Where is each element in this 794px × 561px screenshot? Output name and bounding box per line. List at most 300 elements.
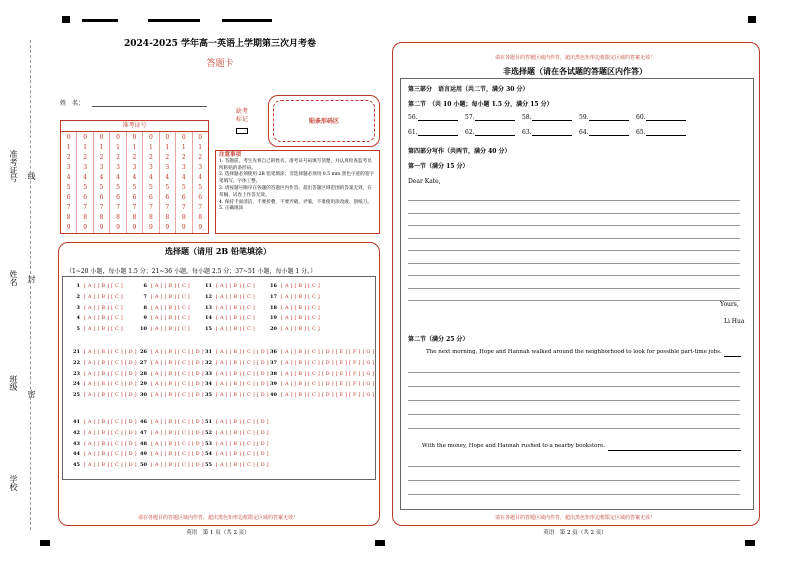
id-digit-bubble[interactable]: 8	[116, 214, 120, 222]
answer-options[interactable]: [ A ] [ B ] [ C ] [ D ]	[84, 419, 137, 425]
id-digit-bubble[interactable]: 7	[116, 204, 120, 212]
choice-question[interactable]	[202, 371, 269, 377]
id-digit-bubble[interactable]: 4	[116, 173, 120, 181]
choice-question[interactable]	[70, 305, 123, 311]
id-digit-bubble[interactable]: 5	[83, 184, 88, 192]
answer-options[interactable]: [ A ] [ B ] [ C ]	[281, 315, 320, 322]
choice-question[interactable]	[70, 430, 137, 436]
answer-options[interactable]: [ A ] [ B ] [ C ] [ D ]	[151, 359, 204, 366]
id-digit-bubble[interactable]: 1	[116, 143, 120, 151]
answer-options[interactable]: [ A ] [ B ] [ C ] [ D ]	[151, 462, 204, 469]
id-digit-bubble[interactable]: 0	[165, 133, 170, 141]
id-digit-bubble[interactable]: 1	[165, 143, 170, 151]
question-number: 2	[76, 293, 80, 300]
id-digit-bubble[interactable]: 3	[132, 163, 137, 171]
choice-section-title: 选择题（请用 2B 铅笔填涂）	[165, 246, 271, 256]
id-digit-bubble[interactable]: 8	[132, 214, 137, 222]
footer-right: 英语 第 2 页（共 2 页）	[543, 530, 607, 536]
choice-question[interactable]	[70, 462, 137, 468]
answer-options[interactable]: [ A ] [ B ] [ C ]	[281, 326, 320, 333]
choice-question[interactable]	[202, 392, 269, 398]
blank-answer[interactable]	[465, 129, 515, 136]
registration-mark	[222, 19, 272, 22]
question-number: 52	[205, 429, 212, 436]
id-digit-bubble[interactable]: 4	[66, 173, 71, 181]
id-digit-column[interactable]	[176, 132, 192, 233]
id-digit-bubble[interactable]: 0	[83, 133, 88, 141]
choice-question[interactable]	[267, 305, 320, 311]
side-label-secret: 密	[27, 390, 36, 398]
writing-line[interactable]	[408, 494, 740, 495]
id-digit-bubble[interactable]: 9	[83, 224, 88, 232]
answer-options[interactable]: [ A ] [ B ] [ C ]	[84, 304, 123, 311]
answer-options[interactable]: [ A ] [ B ] [ C ] [ D ] [ E ] [ F ] [ G ]	[281, 349, 375, 355]
id-digit-bubble[interactable]: 2	[198, 153, 203, 161]
answer-options[interactable]: [ A ] [ B ] [ C ] [ D ] [ E ] [ F ] [ G ]	[281, 392, 375, 399]
answer-options[interactable]: [ A ] [ B ] [ C ] [ D ]	[84, 370, 137, 377]
id-digit-bubble[interactable]: 4	[181, 173, 186, 181]
id-digit-bubble[interactable]: 9	[116, 224, 120, 232]
blank-answer[interactable]	[408, 129, 458, 136]
answer-options[interactable]: [ A ] [ B ] [ C ] [ D ]	[151, 392, 204, 399]
para2-underline[interactable]	[608, 450, 741, 451]
id-digit-bubble[interactable]: 2	[181, 153, 186, 161]
answer-options[interactable]: [ A ] [ B ] [ C ] [ D ]	[84, 349, 137, 355]
id-digit-bubble[interactable]: 0	[198, 133, 203, 141]
id-digit-column[interactable]	[160, 132, 176, 233]
id-digit-bubble[interactable]: 3	[165, 163, 170, 171]
answer-options[interactable]: [ A ] [ B ] [ C ] [ D ]	[84, 462, 137, 469]
blank-number: 61.	[408, 129, 418, 136]
choice-question[interactable]	[137, 441, 204, 447]
question-number: 42	[73, 429, 80, 436]
id-digit-bubble[interactable]: 5	[132, 184, 137, 192]
answer-options[interactable]: [ A ] [ B ] [ C ]	[216, 315, 255, 322]
question-number: 6	[143, 283, 147, 289]
question-number: 50	[140, 462, 147, 469]
id-number-grid[interactable]	[60, 120, 209, 234]
id-digit-bubble[interactable]: 1	[198, 143, 203, 151]
answer-options[interactable]: [ A ] [ B ] [ C ] [ D ]	[216, 440, 269, 447]
choice-question[interactable]	[137, 419, 204, 425]
registration-mark	[748, 16, 756, 23]
id-digit-bubble[interactable]: 3	[116, 163, 120, 171]
section1-heading: 第一节（满分 15 分）	[408, 163, 469, 170]
answer-options[interactable]: [ A ] [ B ] [ C ] [ D ]	[84, 440, 137, 447]
id-digit-bubble[interactable]: 8	[148, 214, 153, 222]
id-digit-bubble[interactable]: 4	[198, 173, 203, 181]
id-digit-bubble[interactable]: 7	[132, 204, 137, 212]
id-digit-bubble[interactable]: 6	[116, 194, 120, 202]
id-digit-bubble[interactable]: 8	[66, 214, 71, 222]
blank-answer[interactable]	[579, 114, 629, 121]
answer-options[interactable]: [ A ] [ B ] [ C ] [ D ]	[216, 359, 269, 366]
blank-number: 58.	[522, 114, 532, 121]
answer-options[interactable]: [ A ] [ B ] [ C ]	[216, 283, 255, 289]
answer-options[interactable]: [ A ] [ B ] [ C ] [ D ]	[216, 381, 269, 388]
question-number: 47	[140, 429, 147, 436]
id-digit-column[interactable]	[193, 132, 208, 233]
answer-options[interactable]: [ A ] [ B ] [ C ] [ D ]	[151, 429, 204, 436]
question-number: 39	[270, 381, 277, 388]
choice-question[interactable]	[137, 371, 204, 377]
answer-options[interactable]: [ A ] [ B ] [ C ] [ D ]	[84, 451, 137, 458]
blank-line[interactable]	[646, 129, 686, 136]
continuation-para1: The next morning, Hope and Hannah walked around the neighborhood to look for possible part-time jobs.	[426, 349, 722, 355]
answer-options[interactable]: [ A ] [ B ] [ C ]	[151, 283, 190, 289]
answer-options[interactable]: [ A ] [ B ] [ C ] [ D ]	[216, 462, 269, 469]
choice-question[interactable]	[70, 283, 123, 289]
question-number: 46	[140, 419, 147, 425]
para1-underline[interactable]	[724, 356, 741, 357]
id-digit-bubble[interactable]: 7	[181, 204, 186, 212]
answer-options[interactable]: [ A ] [ B ] [ C ]	[216, 293, 255, 300]
warning-left: 请在各题目的答题区域内作答，超出黑色矩形边框限定区域的答案无效！	[137, 515, 298, 521]
writing-line[interactable]	[408, 213, 740, 214]
id-digit-bubble[interactable]: 3	[181, 163, 186, 171]
answer-options[interactable]: [ A ] [ B ] [ C ] [ D ]	[216, 451, 269, 458]
writing-line[interactable]	[408, 225, 740, 226]
answer-options[interactable]: [ A ] [ B ] [ C ]	[151, 315, 190, 322]
choice-question[interactable]	[202, 326, 255, 332]
answer-options[interactable]: [ A ] [ B ] [ C ] [ D ]	[84, 359, 137, 366]
answer-options[interactable]: [ A ] [ B ] [ C ]	[84, 315, 123, 322]
registration-mark	[40, 540, 50, 546]
absent-checkbox[interactable]	[236, 128, 248, 134]
answer-options[interactable]: [ A ] [ B ] [ C ] [ D ]	[151, 381, 204, 388]
question-number: 7	[143, 293, 147, 300]
question-number: 21	[73, 349, 80, 355]
notes-box	[215, 150, 380, 234]
choice-question[interactable]	[267, 283, 320, 289]
registration-mark	[62, 16, 70, 23]
id-digit-bubble[interactable]: 4	[165, 173, 170, 181]
writing-line[interactable]	[408, 386, 740, 387]
answer-options[interactable]: [ A ] [ B ] [ C ] [ D ]	[84, 392, 137, 399]
warning-right-top: 请在各题目的答题区域内作答，超出黑色矩形边框限定区域的答案无效！	[494, 55, 655, 61]
answer-options[interactable]: [ A ] [ B ] [ C ] [ D ] [ E ] [ F ] [ G ]	[281, 370, 375, 377]
blank-line[interactable]	[475, 114, 515, 121]
blank-line[interactable]	[646, 114, 686, 121]
answer-options[interactable]: [ A ] [ B ] [ C ] [ D ] [ E ] [ F ] [ G ]	[281, 359, 375, 366]
id-digit-bubble[interactable]: 7	[66, 204, 71, 212]
id-digit-bubble[interactable]: 4	[83, 173, 88, 181]
choice-question[interactable]	[267, 360, 375, 366]
answer-options[interactable]: [ A ] [ B ] [ C ] [ D ]	[151, 370, 204, 377]
blank-answer[interactable]	[465, 114, 515, 121]
answer-options[interactable]: [ A ] [ B ] [ C ]	[84, 283, 123, 289]
id-digit-bubble[interactable]: 6	[165, 194, 170, 202]
writing-line[interactable]	[408, 400, 740, 401]
id-digit-bubble[interactable]: 3	[66, 163, 71, 171]
choice-question[interactable]	[267, 315, 320, 321]
choice-question[interactable]	[137, 451, 204, 457]
blank-answer[interactable]	[636, 129, 686, 136]
id-digit-bubble[interactable]: 1	[132, 143, 137, 151]
answer-options[interactable]: [ A ] [ B ] [ C ]	[84, 326, 123, 333]
id-digit-bubble[interactable]: 7	[99, 204, 104, 212]
id-digit-bubble[interactable]: 1	[148, 143, 153, 151]
answer-options[interactable]: [ A ] [ B ] [ C ] [ D ]	[151, 440, 204, 447]
id-digit-bubble[interactable]: 4	[132, 173, 137, 181]
blank-line[interactable]	[475, 129, 515, 136]
answer-options[interactable]: [ A ] [ B ] [ C ] [ D ]	[84, 429, 137, 436]
id-digit-bubble[interactable]: 2	[165, 153, 170, 161]
question-number: 31	[205, 349, 212, 355]
choice-question[interactable]	[137, 283, 190, 289]
id-digit-bubble[interactable]: 9	[181, 224, 186, 232]
answer-options[interactable]: [ A ] [ B ] [ C ] [ D ] [ E ] [ F ] [ G ]	[281, 381, 375, 388]
id-digit-bubble[interactable]: 6	[66, 194, 71, 202]
choice-question[interactable]	[267, 381, 375, 387]
answer-options[interactable]: [ A ] [ B ] [ C ] [ D ]	[216, 429, 269, 436]
name-field[interactable]	[92, 106, 207, 107]
question-number: 23	[73, 370, 80, 377]
writing-line[interactable]	[408, 428, 740, 429]
barcode-area	[268, 95, 380, 147]
choice-question[interactable]	[267, 294, 320, 300]
answer-options[interactable]: [ A ] [ B ] [ C ] [ D ]	[151, 349, 204, 355]
id-digit-bubble[interactable]: 2	[99, 153, 104, 161]
id-digit-bubble[interactable]: 7	[83, 204, 88, 212]
choice-question[interactable]	[267, 371, 375, 377]
writing-line[interactable]	[408, 480, 740, 481]
choice-question[interactable]	[70, 326, 123, 332]
choice-question[interactable]	[70, 392, 137, 398]
id-digit-bubble[interactable]: 8	[99, 214, 104, 222]
id-digit-bubble[interactable]: 3	[148, 163, 153, 171]
answer-options[interactable]: [ A ] [ B ] [ C ]	[84, 293, 123, 300]
choice-question[interactable]	[267, 326, 320, 332]
id-digit-bubble[interactable]: 1	[66, 143, 71, 151]
question-number: 27	[140, 359, 147, 366]
choice-question[interactable]	[137, 392, 204, 398]
answer-options[interactable]: [ A ] [ B ] [ C ]	[216, 304, 255, 311]
choice-question[interactable]	[137, 305, 190, 311]
answer-options[interactable]: [ A ] [ B ] [ C ] [ D ]	[216, 392, 269, 399]
id-digit-bubble[interactable]: 2	[148, 153, 153, 161]
choice-question[interactable]	[70, 371, 137, 377]
writing-line[interactable]	[408, 200, 740, 201]
choice-question[interactable]	[202, 451, 269, 457]
question-number: 32	[205, 359, 212, 366]
id-digit-bubble[interactable]: 9	[198, 224, 203, 232]
id-digit-bubble[interactable]: 6	[83, 194, 88, 202]
answer-options[interactable]: [ A ] [ B ] [ C ]	[151, 326, 190, 333]
choice-question[interactable]	[267, 392, 375, 398]
id-digit-bubble[interactable]: 9	[132, 224, 137, 232]
choice-question[interactable]	[202, 360, 269, 366]
blank-answer[interactable]	[408, 114, 458, 121]
id-digit-bubble[interactable]: 0	[148, 133, 153, 141]
writing-line[interactable]	[408, 275, 740, 276]
id-digit-bubble[interactable]: 1	[83, 143, 88, 151]
question-number: 15	[205, 326, 212, 333]
blank-number: 59.	[579, 114, 589, 121]
registration-mark	[82, 19, 118, 22]
choice-question[interactable]	[70, 441, 137, 447]
blank-line[interactable]	[418, 129, 458, 136]
id-digit-bubble[interactable]: 7	[148, 204, 153, 212]
id-digit-column[interactable]	[110, 132, 126, 233]
id-digit-bubble[interactable]: 1	[99, 143, 104, 151]
id-digit-bubble[interactable]: 3	[83, 163, 88, 171]
blank-line[interactable]	[589, 129, 629, 136]
id-digit-columns[interactable]	[61, 132, 208, 233]
answer-options[interactable]: [ A ] [ B ] [ C ] [ D ]	[216, 370, 269, 377]
blank-line[interactable]	[532, 129, 572, 136]
id-digit-bubble[interactable]: 2	[116, 153, 120, 161]
id-digit-bubble[interactable]: 3	[99, 163, 104, 171]
id-digit-bubble[interactable]: 0	[132, 133, 137, 141]
id-digit-bubble[interactable]: 8	[83, 214, 88, 222]
right-heading: 非选择题（请在各试题的答题区内作答）	[503, 66, 647, 76]
choice-question[interactable]	[137, 462, 204, 468]
choice-question[interactable]	[202, 315, 255, 321]
answer-options[interactable]: [ A ] [ B ] [ C ] [ D ]	[151, 419, 204, 425]
answer-options[interactable]: [ A ] [ B ] [ C ] [ D ]	[216, 419, 269, 425]
choice-question[interactable]	[137, 381, 204, 387]
id-digit-bubble[interactable]: 0	[116, 133, 120, 141]
writing-line[interactable]	[408, 372, 740, 373]
choice-question[interactable]	[70, 381, 137, 387]
question-number: 43	[73, 440, 80, 447]
writing-line[interactable]	[408, 414, 740, 415]
id-digit-bubble[interactable]: 1	[181, 143, 186, 151]
id-digit-bubble[interactable]: 4	[148, 173, 153, 181]
choice-question[interactable]	[267, 349, 375, 355]
choice-question[interactable]	[137, 349, 204, 355]
id-digit-bubble[interactable]: 5	[116, 184, 120, 192]
blank-number: 56.	[408, 114, 418, 121]
answer-options[interactable]: [ A ] [ B ] [ C ]	[281, 304, 320, 311]
id-digit-column[interactable]	[77, 132, 93, 233]
answer-options[interactable]: [ A ] [ B ] [ C ]	[281, 283, 320, 289]
choice-question[interactable]	[202, 441, 269, 447]
footer-left: 英语 第 1 页（共 2 页）	[186, 530, 250, 536]
answer-options[interactable]: [ A ] [ B ] [ C ] [ D ]	[151, 451, 204, 458]
question-number: 33	[205, 370, 212, 377]
blank-answer[interactable]	[579, 129, 629, 136]
id-digit-bubble[interactable]: 9	[66, 224, 71, 232]
choice-question[interactable]	[202, 305, 255, 311]
id-digit-bubble[interactable]: 8	[198, 214, 203, 222]
id-digit-bubble[interactable]: 5	[165, 184, 170, 192]
section2-heading: 第二节 （共 10 小题；每小题 1.5 分，满分 15 分）	[408, 101, 553, 108]
choice-question[interactable]	[70, 349, 137, 355]
question-number: 24	[73, 381, 80, 388]
blank-answer[interactable]	[636, 114, 686, 121]
question-number: 5	[76, 326, 80, 333]
choice-instructions: （1~20 小题，每小题 1.5 分；21~36 小题，每小题 2.5 分；37~51 小题，每小题 1 分。）	[66, 268, 317, 275]
choice-question[interactable]	[202, 419, 269, 425]
id-digit-bubble[interactable]: 5	[99, 184, 104, 192]
writing-line[interactable]	[408, 300, 740, 301]
question-number: 11	[205, 283, 212, 289]
id-digit-bubble[interactable]: 7	[198, 204, 203, 212]
choice-question[interactable]	[202, 430, 269, 436]
id-digit-bubble[interactable]: 9	[165, 224, 170, 232]
id-digit-bubble[interactable]: 4	[99, 173, 104, 181]
answer-options[interactable]: [ A ] [ B ] [ C ]	[216, 326, 255, 333]
choice-question[interactable]	[137, 294, 190, 300]
choice-question[interactable]	[202, 462, 269, 468]
choice-question[interactable]	[70, 419, 137, 425]
choice-question[interactable]	[137, 430, 204, 436]
id-digit-bubble[interactable]: 9	[148, 224, 153, 232]
choice-question[interactable]	[70, 451, 137, 457]
question-number: 48	[140, 440, 147, 447]
id-digit-bubble[interactable]: 6	[132, 194, 137, 202]
id-digit-bubble[interactable]: 5	[66, 184, 71, 192]
choice-question[interactable]	[70, 294, 123, 300]
id-digit-bubble[interactable]: 6	[99, 194, 104, 202]
id-digit-column[interactable]	[143, 132, 159, 233]
blank-line[interactable]	[418, 114, 458, 121]
id-digit-bubble[interactable]: 0	[66, 133, 71, 141]
id-digit-bubble[interactable]: 3	[198, 163, 203, 171]
id-digit-bubble[interactable]: 7	[165, 204, 170, 212]
id-digit-bubble[interactable]: 2	[83, 153, 88, 161]
id-digit-column[interactable]	[127, 132, 143, 233]
id-digit-bubble[interactable]: 8	[181, 214, 186, 222]
id-digit-column[interactable]	[94, 132, 110, 233]
blank-answer[interactable]	[522, 129, 572, 136]
choice-question[interactable]	[202, 349, 269, 355]
writing-line[interactable]	[408, 466, 740, 467]
choice-question[interactable]	[137, 326, 190, 332]
id-digit-bubble[interactable]: 5	[198, 184, 203, 192]
writing-line[interactable]	[408, 238, 740, 239]
answer-options[interactable]: [ A ] [ B ] [ C ]	[151, 293, 190, 300]
answer-options[interactable]: [ A ] [ B ] [ C ] [ D ]	[84, 381, 137, 388]
choice-question[interactable]	[137, 360, 204, 366]
id-digit-bubble[interactable]: 2	[66, 153, 71, 161]
choice-question[interactable]	[202, 294, 255, 300]
blank-line[interactable]	[532, 114, 572, 121]
writing-line[interactable]	[408, 263, 740, 264]
id-digit-column[interactable]	[61, 132, 77, 233]
choice-question[interactable]	[137, 315, 190, 321]
id-digit-bubble[interactable]: 5	[181, 184, 186, 192]
blank-number: 62.	[465, 129, 475, 136]
writing-line[interactable]	[408, 250, 740, 251]
answer-options[interactable]: [ A ] [ B ] [ C ]	[281, 293, 320, 300]
question-number: 29	[140, 381, 147, 388]
id-digit-bubble[interactable]: 0	[181, 133, 186, 141]
blank-answer[interactable]	[522, 114, 572, 121]
answer-options[interactable]: [ A ] [ B ] [ C ]	[151, 304, 190, 311]
id-digit-bubble[interactable]: 2	[132, 153, 137, 161]
question-number: 16	[270, 283, 277, 289]
question-number: 17	[270, 293, 277, 300]
id-digit-bubble[interactable]: 6	[148, 194, 153, 202]
question-number: 44	[73, 451, 80, 458]
id-digit-bubble[interactable]: 5	[148, 184, 153, 192]
writing-line[interactable]	[408, 288, 740, 289]
choice-question[interactable]	[202, 283, 255, 289]
id-digit-bubble[interactable]: 8	[165, 214, 170, 222]
id-digit-bubble[interactable]: 9	[99, 224, 104, 232]
id-digit-bubble[interactable]: 0	[99, 133, 104, 141]
answer-options[interactable]: [ A ] [ B ] [ C ] [ D ]	[216, 349, 269, 355]
id-digit-bubble[interactable]: 6	[198, 194, 203, 202]
id-digit-bubble[interactable]: 6	[181, 194, 186, 202]
choice-question[interactable]	[70, 360, 137, 366]
blank-line[interactable]	[589, 114, 629, 121]
choice-question[interactable]	[70, 315, 123, 321]
choice-question[interactable]	[202, 381, 269, 387]
